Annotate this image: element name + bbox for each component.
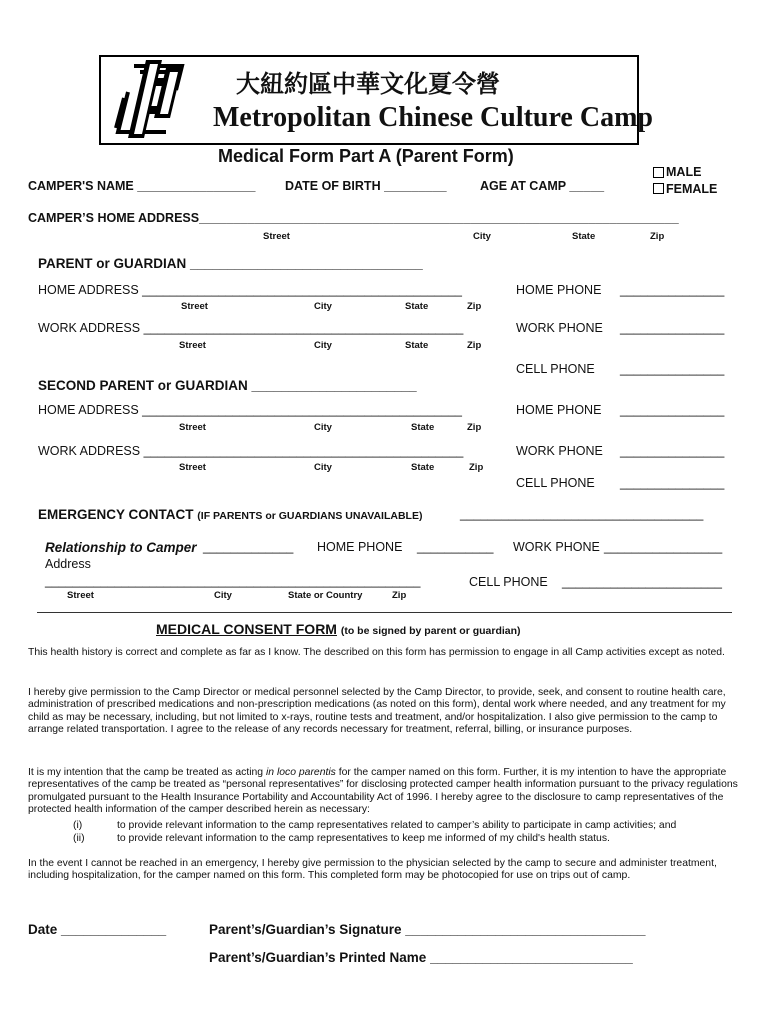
age-at-camp-field[interactable]: AGE AT CAMP _____ [480,179,605,193]
emergency-contact-field[interactable]: ___________________________________ [460,507,704,521]
consent-title [156,621,521,637]
emergency-home-phone-label: HOME PHONE [317,540,403,554]
second-home-address-field[interactable]: HOME ADDRESS ______________________________________________ [38,403,462,417]
address-part-street: Street [179,422,206,433]
second-cell-phone-label: CELL PHONE [516,476,595,490]
emergency-cell-phone-field[interactable]: _______________________ [562,575,722,589]
address-part-zip: Zip [469,462,484,473]
printed-name-field[interactable]: Parent’s/Guardian’s Printed Name ___________________________ [209,950,633,965]
parent-cell-phone-label: CELL PHONE [516,362,595,376]
second-work-phone-label: WORK PHONE [516,444,603,458]
address-part-city: City [314,422,332,433]
section-divider [37,612,732,613]
parent-guardian-field[interactable]: PARENT or GUARDIAN _______________________________ [38,256,423,271]
consent-paragraph-4: In the event I cannot be reached in an emergency, I hereby give permission to the physician selected by the camp to secure and administer treatment, including hospitalization, for the camper named on this form. This completed form may be photocopied for use on trips out of camp. [28,858,717,882]
second-parent-field[interactable]: SECOND PARENT or GUARDIAN ______________________ [38,378,417,393]
male-label: MALE [666,165,702,179]
address-part-street: Street [179,462,206,473]
female-label: FEMALE [666,182,718,196]
second-work-address-field[interactable]: WORK ADDRESS ______________________________________________ [38,444,464,458]
relationship-label: Relationship to Camper [45,540,197,555]
parent-work-phone-label: WORK PHONE [516,321,603,335]
consent-paragraph-2: I hereby give permission to the Camp Director or medical personnel selected by the Camp Director, to provide, seek, and consent to routine health care, administration of prescribed medications and non-prescription medications (as noted on this form), dental work where needed, and any treatment for my child as may be necessary, including, but not limited to x-rays, routine tests and treatment, and/or hospitalization. I also give permission to the camp to arrange related transportation. I agree to the release of any records necessary for treatment, referral, billing, or insurance purposes. [28,687,726,735]
emergency-home-phone-field[interactable]: ___________ [417,540,494,554]
relationship-field[interactable]: _____________ [203,540,294,554]
address-part-state-country: State or Country [288,590,363,601]
camper-home-address-field[interactable]: CAMPER’S HOME ADDRESS_____________________________________________________________________ [28,211,679,225]
consent-item-1-number: (i) [73,820,83,831]
consent-paragraph-1: This health history is correct and complete as far as I know. The described on this form has permission to engage in all Camp activities except as noted. [28,647,725,658]
address-part-zip: Zip [467,340,482,351]
consent-paragraph-3-end: for the camper named on this form. Further, it is my intention to have the appropriate representatives of the camp be treated as “personal representatives” for disclosing protected camper health information pursuant to the privacy regulations promulgated pursuant to the Health Insurance Portability and Accountability Act of 1996. I hereby agree to the disclosure to camp representatives of the protected health information of the camper described herein as necessary: [28,767,738,815]
title-english: Metropolitan Chinese Culture Camp [213,102,653,133]
camp-logo [104,58,204,140]
address-part-city: City [214,590,232,601]
parent-home-phone-label: HOME PHONE [516,283,602,297]
emergency-work-phone-label: WORK PHONE [513,540,600,554]
consent-paragraph-3-start: It is my intention that the camp be treated as acting [28,767,266,778]
second-cell-phone-field[interactable]: _______________ [620,476,725,490]
address-part-state: State [405,340,429,351]
address-part-state: State [411,462,435,473]
address-part-state: State [405,301,429,312]
camper-name-field[interactable]: CAMPER'S NAME _________________ [28,179,256,193]
consent-item-2-number: (ii) [73,833,85,844]
address-part-zip: Zip [392,590,407,601]
address-part-city: City [314,462,332,473]
parent-home-phone-field[interactable]: _______________ [620,283,725,297]
consent-item-1: to provide relevant information to the camp representatives related to camper’s ability to participate in camp activities; and [117,820,677,831]
emergency-contact-title [38,507,422,522]
parent-work-address-field[interactable]: WORK ADDRESS ______________________________________________ [38,321,464,335]
consent-title-label: MEDICAL CONSENT FORM [156,621,337,637]
address-part-zip: Zip [467,301,482,312]
signature-field[interactable]: Parent’s/Guardian’s Signature ________________________________ [209,922,646,937]
second-home-phone-field[interactable]: _______________ [620,403,725,417]
emergency-work-phone-field[interactable]: _________________ [604,540,723,554]
address-part-state: State [572,231,596,242]
address-part-zip: Zip [650,231,665,242]
address-part-street: Street [67,590,94,601]
address-part-city: City [473,231,491,242]
parent-cell-phone-field[interactable]: _______________ [620,362,725,376]
address-part-city: City [314,301,332,312]
address-part-zip: Zip [467,422,482,433]
emergency-contact-label: EMERGENCY CONTACT [38,507,194,522]
address-part-street: Street [179,340,206,351]
date-of-birth-field[interactable]: DATE OF BIRTH _________ [285,179,447,193]
form-title: Medical Form Part A (Parent Form) [218,146,514,166]
title-chinese: 大紐約區中華文化夏令營 [236,69,500,98]
date-field[interactable]: Date ______________ [28,922,167,937]
consent-item-2: to provide relevant information to the camp representatives to keep me informed of my child's health status. [117,833,610,844]
consent-paragraph-3 [28,767,740,816]
emergency-cell-phone-label: CELL PHONE [469,575,548,589]
parent-home-address-field[interactable]: HOME ADDRESS ______________________________________________ [38,283,462,297]
address-part-state: State [411,422,435,433]
consent-title-note: (to be signed by parent or guardian) [340,625,521,637]
second-home-phone-label: HOME PHONE [516,403,602,417]
address-part-street: Street [263,231,290,242]
emergency-address-label: Address [45,557,91,571]
male-checkbox[interactable] [653,167,664,178]
parent-work-phone-field[interactable]: _______________ [620,321,725,335]
address-part-street: Street [181,301,208,312]
second-work-phone-field[interactable]: _______________ [620,444,725,458]
in-loco-parentis: in loco parentis [265,767,336,778]
female-checkbox[interactable] [653,183,664,194]
emergency-address-field[interactable]: ______________________________________________________ [45,574,421,588]
address-part-city: City [314,340,332,351]
emergency-contact-note: (IF PARENTS or GUARDIANS UNAVAILABLE) [197,510,423,522]
